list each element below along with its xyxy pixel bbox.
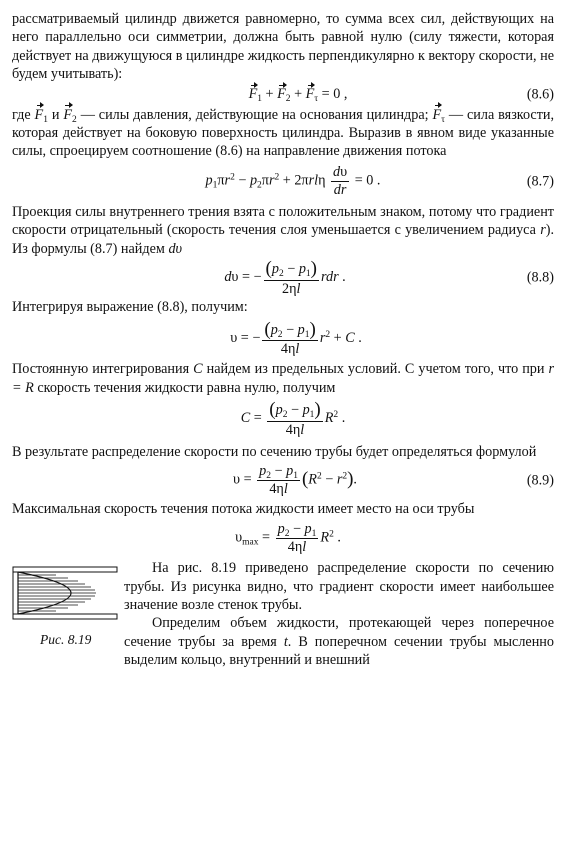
paragraph-velocity-distribution: В результате распределение скорости по сечению трубы будет определяться формулой	[12, 444, 537, 461]
paragraph-force-definitions: где $F_1$ и $F_2$ — силы давления, действующие на основания цилиндра; $F_\tau$ — сила вязкости, которая действует на боковую поверхность цилиндра. Выразив в явном виде указанные силы, спроецируем соотношение (8.6) на направление движения потока	[12, 106, 555, 160]
equation-8-9: υ = $\frac{p_2 - p_1}{4\eta l}$ $(R^2 - r^2)$. (8.9)	[233, 463, 554, 498]
equation-velocity-general: υ = − $\frac{(p_2 - p_1)}{4\eta l}$ $r^2 + C$ .	[230, 318, 362, 358]
equation-number: (8.9)	[526, 472, 554, 489]
figure-row	[12, 559, 554, 669]
paragraph-volume-flow: Определим объем жидкости, протекающей через поперечное сечение трубы за время t. В поперечном сечении трубы мысленно выделим кольцо, внутренний и внешний	[124, 615, 554, 669]
equation-max-velocity: $\upsilon_{max}$ = $\frac{p_2 - p_1}{4\eta l}$ $R^2$ .	[235, 520, 341, 555]
equation-number: (8.6)	[526, 86, 554, 103]
equation-number: (8.8)	[526, 269, 554, 286]
equation-8-7: $p_1\pi r^2 - p_2\pi r^2 + 2\pi rl\eta$ $\frac{d\upsilon}{dr}$ = 0 . (8.7)	[205, 164, 554, 199]
paragraph-integrating: Интегрируя выражение (8.8), получим:	[12, 299, 248, 316]
equation-8-8: dυ = − $\frac{(p_2 - p_1)}{2\eta l}$ rdr . (8.8)	[224, 258, 554, 298]
equation-number: (8.7)	[526, 173, 554, 190]
paragraph-figure-description: На рис. 8.19 приведено распределение скорости по сечению трубы. Из рисунка видно, что градиент скорости имеет наибольшее значение возле стенок трубы.	[124, 560, 554, 613]
paragraph-friction-projection: Проекция силы внутреннего трения взята с положительным знаком, потому что градиент скорости отрицательный (скорость течения слоя уменьшается с увеличением радиуса r). Из формулы (8.7) найдем dυ	[12, 203, 554, 257]
equation-constant-c: C = $\frac{(p_2 - p_1)}{4\eta l}$ $R^2$ .	[240, 399, 346, 439]
paragraph-max-velocity: Максимальная скорость течения потока жидкости имеет место на оси трубы	[12, 500, 475, 517]
paragraph-forces-sum: рассматриваемый цилиндр движется равномерно, то сумма всех сил, действующих на него параллельно оси симметрии, должна быть равной нулю (силу тяжести, которая действует на движущуюся в цилиндре жидкость перпендикулярно к вектору скорости, не будем учитывать):	[12, 11, 554, 83]
page	[12, 10, 554, 670]
velocity-profile-diagram	[12, 563, 118, 625]
paragraph-integration-constant: Постоянную интегрирования C найдем из предельных условий. С учетом того, что при r = R скорость течения жидкости равна нулю, получим	[12, 361, 555, 396]
figure-8-19	[12, 559, 124, 669]
equation-8-6: $F_1 + F_2 + F_\tau = 0$ , (8.6)	[248, 86, 554, 105]
figure-text	[124, 559, 554, 669]
figure-caption: Рис. 8.19	[40, 632, 92, 648]
